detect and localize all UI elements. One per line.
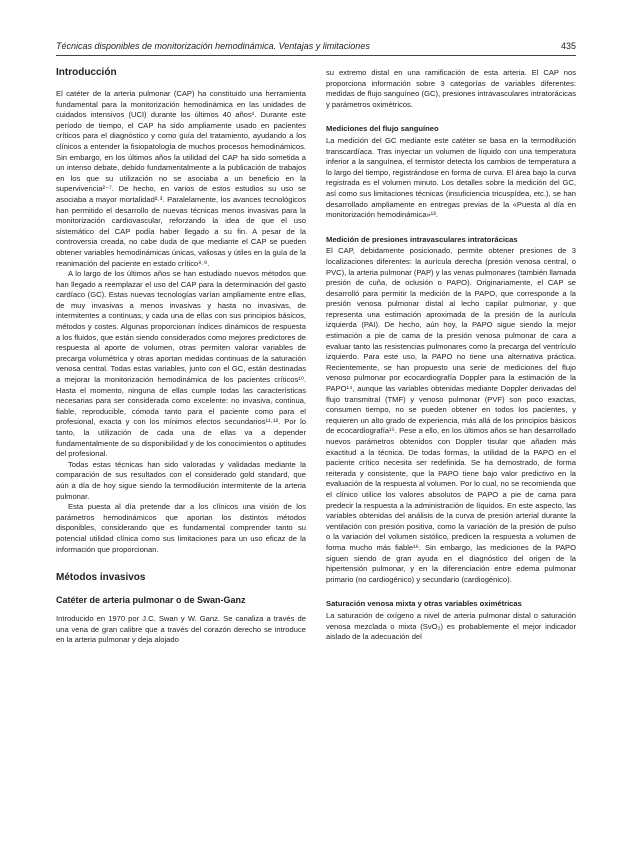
running-title: Técnicas disponibles de monitorización hemodinámica. Ventajas y limitaciones xyxy=(56,41,370,51)
right-column xyxy=(326,68,576,643)
left-column xyxy=(56,66,306,646)
intro-heading: Introducción xyxy=(56,67,117,78)
intro-paragraph-2: A lo largo de los últimos años se han estudiado nuevos métodos que han llegado a reemplazar el uso del CAP para la determinación del gasto cardíaco (GC). Estas nuevas tecnologías varían ampliamente entre ellas, de muy invasivas a menos invasivas y hasta no invasivas, de intermitentes a continuas, y cada una de ellas con sus principios básicos, métodos y costes. Algunas proporcionan índices dinámicos de respuesta a los fluidos, que están siendo considerados como mejores predictores de respuesta al aporte de volumen, otras permiten valorar variables de precarga volumétrica y otras aportan medidas continuas de la saturación venosa central. Todas estas variables, junto con el GC, están destinadas a mejorar la monitorización hemodinámica de los pacientes críticos¹⁰. Hasta el momento, ninguna de ellas cumple todas las características necesarias para ser considerada como excelente: no invasiva, continua, fiable, reproducible, cómoda tanto para el paciente como para el profesional, exacta y con los mínimos efectos secundarios¹¹·¹². Por lo tanto, la utilización de cada una de ellas va a depender fundamentalmente de su disponibilidad y de los conocimientos o aptitudes del profesional. xyxy=(56,269,306,459)
methods-heading: Métodos invasivos xyxy=(56,572,146,584)
flow-heading: Mediciones del flujo sanguíneo xyxy=(326,124,439,134)
intro-paragraph-4: Esta puesta al día pretende dar a los clínicos una visión de los parámetros hemodinámicos que aportan los distintos métodos disponibles, considerando que es fundamental comprender tanto su potencial utilidad clínica como sus limitaciones para un uso eficaz de la información que proporcionan. xyxy=(56,502,306,554)
continued-paragraph: su extremo distal en una ramificación de esta arteria. El CAP nos proporciona información sobre 3 categorías de variables diferentes: medidas de flujo sanguíneo (GC), presiones intravasculares intratorácicas y parámetros oximétricos. xyxy=(326,68,576,109)
saturation-paragraph: La saturación de oxígeno a nivel de arteria pulmonar distal o saturación venosa mezclada o mixta (SvO₂) es probablemente el mejor indicador aislado de la adecuación del xyxy=(326,610,576,642)
running-header xyxy=(56,40,576,54)
pressure-heading: Medición de presiones intravasculares intratorácicas xyxy=(326,234,518,244)
pressure-paragraph: El CAP, debidamente posicionado, permite obtener presiones de 3 localizaciones diferentes: la aurícula derecha (presión venosa central, o PVC), la arteria pulmonar (PAP) y las venas pulmonares (también llamada presión de cuña, de oclusión o PAPO). Originariamente, el CAP se desarrolló para permitir la medición de la PAPO, que corresponde a la presión venosa pulmonar distal al lecho capilar pulmonar, y que representa una estimación aproximada de la presión de la aurícula izquierda (PAI). De hecho, aún hoy, la PAPO sigue siendo la mejor estimación a pie de cama de la presión venosa pulmonar de cara a evaluar tanto las resistencias pulmonares como la precarga del ventrículo izquierdo. Para este uso, la PAPO no tiene una alternativa práctica. Recientemente, se han propuesto una serie de mediciones del flujo venoso pulmonar por ecocardiografía Doppler para la estimación de la PAPO¹⁴, aunque las variables obtenidas mediante Doppler derivadas del flujo transmitral (TMF) y venoso pulmonar (PVF) son poco exactas, consumen tiempo, no se pueden obtener en todos los pacientes, y requieren un alto grado de experiencia, más allá de los principios básicos de ecocardiografía¹⁵. Pese a ello, en los últimos años se han desarrollado nuevos parámetros obtenidos con Doppler tisular que añaden más exactitud a la técnica. De todas formas, la utilidad de la PAPO en el paciente crítico necesita ser redefinida. Se ha demostrado, de forma reiterada y consistente, que la PAPO tiene bajo valor predictivo en la evaluación de la respuesta al volumen. Por lo cual, no se recomienda que el clínico utilice los valores absolutos de PAPO a pie de cama para predecir la respuesta a la administración de líquidos. En este aspecto, las variables obtenidas del análisis de la curva de presión arterial durante la ventilación con presión positiva, como la variación de la presión de pulso o la variación del volumen sistólico, predicen la respuesta a volumen de forma mucho más fiable¹⁶. Sin embargo, las mediciones de la PAPO siguen siendo de gran ayuda en el diagnóstico del origen de la hipertensión pulmonar, y en la diferenciación entre edema pulmonar primario (no cardiogénico) y secundario (cardiogénico). xyxy=(326,246,576,584)
flow-paragraph: La medición del GC mediante este catéter se basa en la termodilución transcardíaca. Tras inyectar un volumen de líquido con una temperatura inferior a la sanguínea, el termistor detecta los cambios de temperatura a lo largo del tiempo, registrándose en forma de curva. El área bajo la curva registrada es el volumen minuto. Los detalles sobre la medición del GC, así como sus limitaciones técnicas (insuficiencia tricuspídea, etc.), se han desarrollado ampliamente en entregas previas de la «Puesta al día en monitorización hemodinámica»¹³. xyxy=(326,135,576,220)
swan-ganz-paragraph: Introducido en 1970 por J.C. Swan y W. Ganz. Se canaliza a través de una vena de gran calibre que a través del corazón derecho se introduce en la arteria pulmonar y deja alojado xyxy=(56,614,306,645)
saturation-heading: Saturación venosa mixta y otras variables oximétricas xyxy=(326,599,522,609)
page-number: 435 xyxy=(560,41,576,51)
intro-paragraph-3: Todas estas técnicas han sido valoradas y validadas mediante la comparación de sus resultados con el considerado gold standard, que aún a día de hoy sigue siendo la termodilución intermitente de la arteria pulmonar. xyxy=(56,459,306,501)
swan-ganz-heading: Catéter de arteria pulmonar o de Swan-Ganz xyxy=(56,595,246,606)
header-rule xyxy=(56,55,576,56)
intro-paragraph-1: El catéter de la arteria pulmonar (CAP) ha constituido una herramienta fundamental para la monitorización hemodinámica en las unidades de cuidados intensivos (UCI) durante los últimos 40 años¹. Durante este período de tiempo, el CAP ha sido ampliamente usado en pacientes críticos para el diagnóstico y como guía del tratamiento, ayudando a los clínicos a entender la fisiopatología de muchos procesos hemodinámicos. Sin embargo, en los últimos años la utilidad del CAP ha sido sometida a un intenso debate, debido fundamentalmente a la publicación de trabajos en los que su utilización no se asociaba a un beneficio en la supervivencia²⁻⁷. De hecho, en varios de estos estudios su uso se asociaba a mayor mortalidad²·³. Paralelamente, los avances tecnológicos han permitido el desarrollo de nuevas técnicas menos invasivas para la monitorización cardiovascular, reforzando la idea de que el uso sistemático del CAP podía haber llegado a su fin. A pesar de la controversia creada, no cabe duda de que mediante el CAP se pueden obtener variables hemodinámicas únicas, valiosas y útiles en la guía de la reanimación del paciente en estado crítico⁸·⁹. xyxy=(56,89,306,268)
